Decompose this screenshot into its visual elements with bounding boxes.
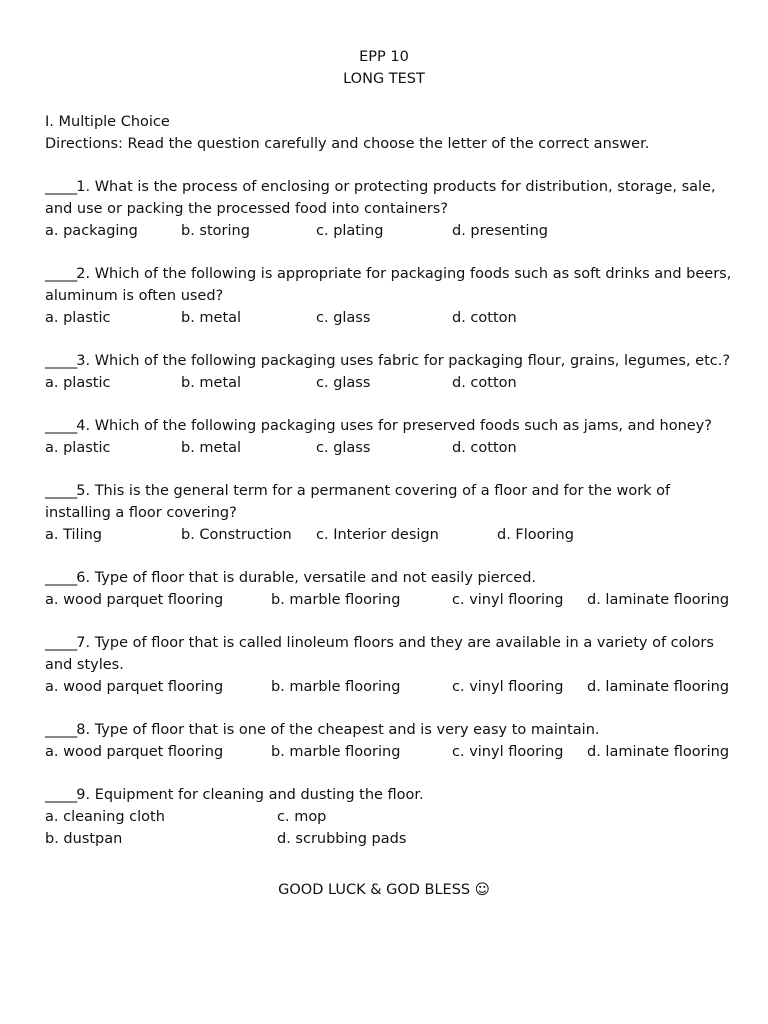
option-b: b. marble flooring bbox=[271, 592, 401, 608]
option-b: b. dustpan bbox=[45, 831, 123, 847]
answer-blank: _____ bbox=[45, 787, 77, 803]
question-text: 9. Equipment for cleaning and dusting the floor. bbox=[76, 787, 424, 803]
options-row bbox=[45, 220, 735, 242]
question-text: 6. Type of floor that is durable, versatile and not easily pierced. bbox=[76, 570, 537, 586]
question-6 bbox=[45, 567, 735, 611]
option-d: d. Flooring bbox=[497, 527, 574, 543]
question-text: 4. Which of the following packaging uses for preserved foods such as jams, and honey? bbox=[76, 418, 712, 434]
option-a: a. plastic bbox=[45, 440, 111, 456]
option-d: d. laminate flooring bbox=[587, 592, 730, 608]
question-text: 2. Which of the following is appropriate for packaging foods such as soft drinks and beers, bbox=[76, 266, 732, 282]
options-row bbox=[45, 589, 735, 611]
directions-text: Directions: Read the question carefully and choose the letter of the correct answer. bbox=[45, 136, 650, 152]
options-row bbox=[45, 741, 735, 763]
option-a: a. cleaning cloth bbox=[45, 809, 165, 825]
question-9 bbox=[45, 784, 735, 850]
options-row bbox=[45, 828, 735, 850]
option-c: c. mop bbox=[277, 809, 327, 825]
option-b: b. metal bbox=[181, 310, 242, 326]
section-heading: I. Multiple Choice bbox=[45, 114, 170, 130]
question-text: 1. What is the process of enclosing or protecting products for distribution, storage, sale, bbox=[76, 179, 716, 195]
option-d: d. scrubbing pads bbox=[277, 831, 407, 847]
option-c: c. vinyl flooring bbox=[452, 592, 564, 608]
subject-title: EPP 10 bbox=[359, 49, 409, 65]
question-text: and styles. bbox=[45, 657, 124, 673]
answer-blank: _____ bbox=[45, 179, 77, 195]
option-c: c. Interior design bbox=[316, 527, 439, 543]
option-d: d. cotton bbox=[452, 310, 517, 326]
option-a: a. Tiling bbox=[45, 527, 102, 543]
question-3 bbox=[45, 350, 735, 394]
options-row bbox=[45, 524, 735, 546]
option-d: d. laminate flooring bbox=[587, 679, 730, 695]
option-a: a. plastic bbox=[45, 375, 111, 391]
option-c: c. glass bbox=[316, 375, 371, 391]
option-c: c. plating bbox=[316, 223, 384, 239]
option-b: b. marble flooring bbox=[271, 744, 401, 760]
option-a: a. plastic bbox=[45, 310, 111, 326]
option-b: b. marble flooring bbox=[271, 679, 401, 695]
options-row bbox=[45, 307, 735, 329]
answer-blank: _____ bbox=[45, 570, 77, 586]
option-d: d. cotton bbox=[452, 440, 517, 456]
question-text: 7. Type of floor that is called linoleum floors and they are available in a variety of colors bbox=[76, 635, 714, 651]
option-b: b. metal bbox=[181, 375, 242, 391]
option-d: d. presenting bbox=[452, 223, 548, 239]
options-row bbox=[45, 806, 735, 828]
answer-blank: _____ bbox=[45, 635, 77, 651]
option-b: b. metal bbox=[181, 440, 242, 456]
answer-blank: _____ bbox=[45, 266, 77, 282]
option-d: d. laminate flooring bbox=[587, 744, 730, 760]
question-text: 3. Which of the following packaging uses fabric for packaging flour, grains, legumes, etc.? bbox=[76, 353, 731, 369]
option-a: a. wood parquet flooring bbox=[45, 592, 224, 608]
option-a: a. packaging bbox=[45, 223, 138, 239]
option-b: b. storing bbox=[181, 223, 250, 239]
test-title: LONG TEST bbox=[343, 71, 425, 87]
question-text: and use or packing the processed food into containers? bbox=[45, 201, 448, 217]
answer-blank: _____ bbox=[45, 483, 77, 499]
options-row bbox=[45, 437, 735, 459]
option-a: a. wood parquet flooring bbox=[45, 744, 224, 760]
answer-blank: _____ bbox=[45, 353, 77, 369]
option-a: a. wood parquet flooring bbox=[45, 679, 224, 695]
option-c: c. glass bbox=[316, 440, 371, 456]
answer-blank: _____ bbox=[45, 722, 77, 738]
question-text: aluminum is often used? bbox=[45, 288, 224, 304]
question-text: installing a floor covering? bbox=[45, 505, 237, 521]
option-d: d. cotton bbox=[452, 375, 517, 391]
test-page bbox=[45, 46, 735, 901]
question-4 bbox=[45, 415, 735, 459]
question-1 bbox=[45, 176, 735, 242]
option-c: c. vinyl flooring bbox=[452, 744, 564, 760]
question-7 bbox=[45, 632, 735, 698]
answer-blank: _____ bbox=[45, 418, 77, 434]
question-5 bbox=[45, 480, 735, 546]
closing-message: GOOD LUCK & GOD BLESS ☺ bbox=[278, 882, 490, 898]
question-text: 5. This is the general term for a permanent covering of a floor and for the work of bbox=[76, 483, 671, 499]
question-8 bbox=[45, 719, 735, 763]
options-row bbox=[45, 372, 735, 394]
option-c: c. vinyl flooring bbox=[452, 679, 564, 695]
option-c: c. glass bbox=[316, 310, 371, 326]
question-text: 8. Type of floor that is one of the cheapest and is very easy to maintain. bbox=[76, 722, 600, 738]
options-row bbox=[45, 676, 735, 698]
option-b: b. Construction bbox=[181, 527, 292, 543]
question-2 bbox=[45, 263, 735, 329]
